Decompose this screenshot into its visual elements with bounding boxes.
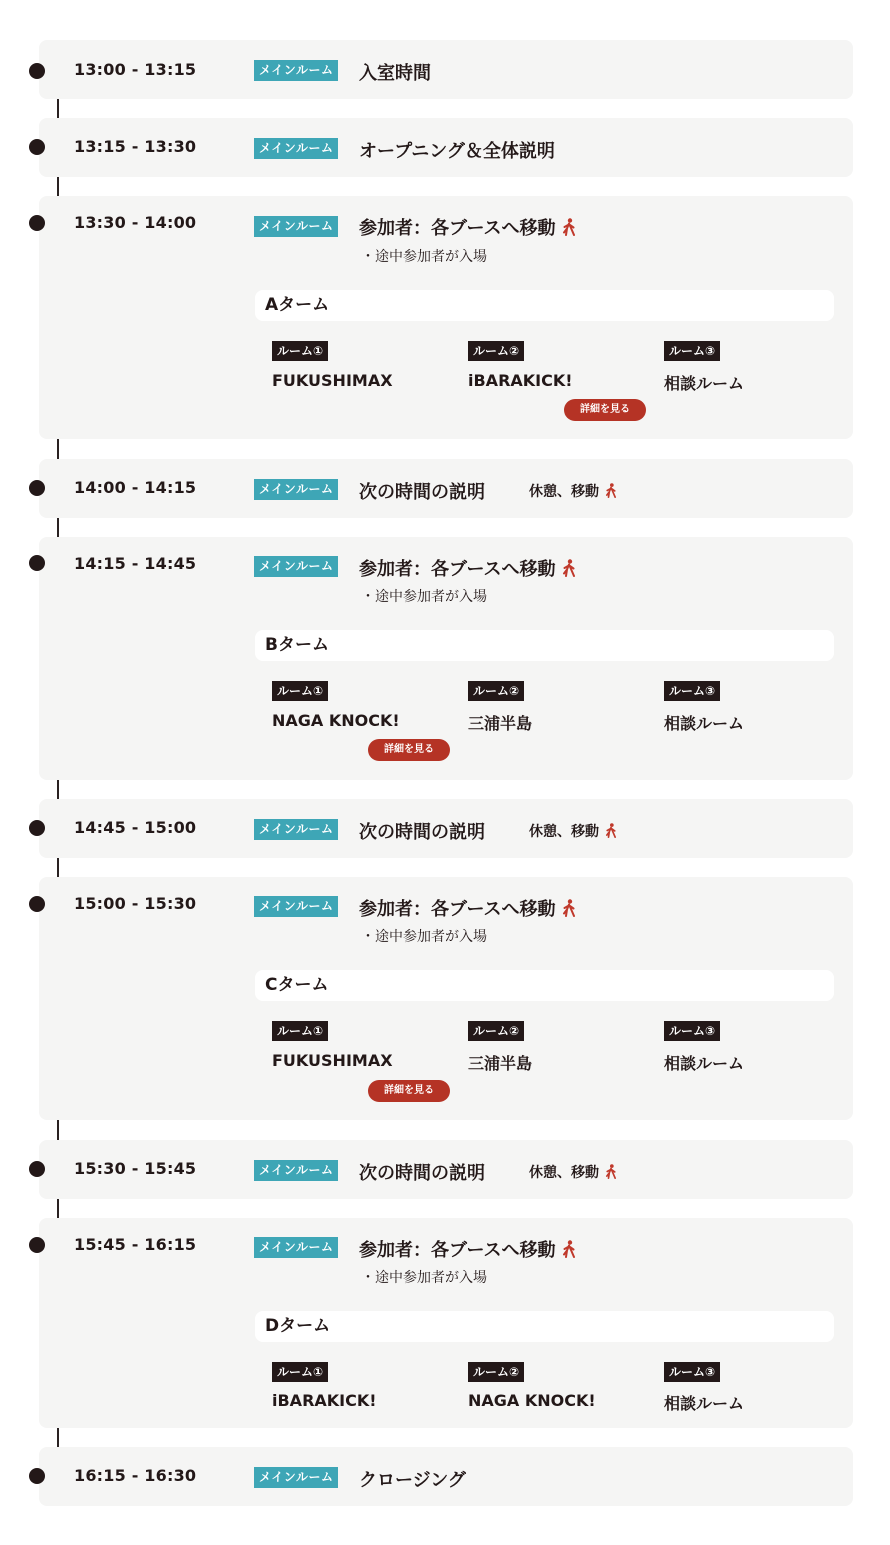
schedule-block — [39, 537, 853, 780]
break-note-text: 休憩、移動 — [529, 1165, 599, 1181]
main-room-tag: メインルーム — [254, 819, 338, 840]
walking-person-icon — [605, 483, 617, 498]
timeline-dot — [29, 1237, 45, 1253]
time-range: 15:00 - 15:30 — [74, 894, 197, 913]
session-title: 入室時間 — [359, 63, 431, 84]
schedule-block — [39, 799, 853, 858]
timeline-dot — [29, 555, 45, 571]
room-label-3: ルーム③ — [664, 681, 720, 701]
schedule-block — [39, 459, 853, 518]
main-room-tag: メインルーム — [254, 138, 338, 159]
session-title: 次の時間の説明 — [359, 822, 485, 843]
session-title-text: 参加者：各ブースへ移動 — [359, 899, 556, 920]
time-range: 15:30 - 15:45 — [74, 1159, 197, 1178]
room-label-2: ルーム② — [468, 1021, 524, 1041]
room-label-1: ルーム① — [272, 1021, 328, 1041]
detail-button[interactable]: 詳細を見る — [368, 1080, 450, 1102]
walking-person-icon — [562, 559, 576, 577]
room-label-1: ルーム① — [272, 341, 328, 361]
room-name-3: 相談ルーム — [664, 1394, 745, 1413]
break-note-text: 休憩、移動 — [529, 484, 599, 500]
room-name-2: iBARAKICK! — [468, 371, 573, 390]
timeline-dot — [29, 1161, 45, 1177]
detail-button[interactable]: 詳細を見る — [368, 739, 450, 761]
schedule-block — [39, 877, 853, 1120]
term-header: Aターム — [255, 290, 834, 321]
room-label-1: ルーム① — [272, 1362, 328, 1382]
session-title — [359, 214, 576, 240]
session-title — [359, 1236, 576, 1262]
walking-person-icon — [562, 1240, 576, 1258]
schedule-block — [39, 1447, 853, 1506]
schedule-block — [39, 1218, 853, 1428]
break-note — [529, 1162, 617, 1182]
room-label-2: ルーム② — [468, 1362, 524, 1382]
term-header: Dターム — [255, 1311, 834, 1342]
main-room-tag: メインルーム — [254, 1160, 338, 1181]
timeline-dot — [29, 215, 45, 231]
timeline-dot — [29, 1468, 45, 1484]
session-title-text: 参加者：各ブースへ移動 — [359, 1240, 556, 1261]
session-title: クロージング — [359, 1470, 466, 1491]
session-title: オープニング＆全体説明 — [359, 141, 555, 162]
session-note: ・途中参加者が入場 — [361, 1270, 487, 1286]
walking-person-icon — [605, 1164, 617, 1179]
room-label-3: ルーム③ — [664, 341, 720, 361]
session-title — [359, 895, 576, 921]
main-room-tag: メインルーム — [254, 60, 338, 81]
room-name-1: iBARAKICK! — [272, 1391, 377, 1410]
main-room-tag: メインルーム — [254, 1467, 338, 1488]
schedule-block — [39, 1140, 853, 1199]
walking-person-icon — [562, 899, 576, 917]
room-name-1: FUKUSHIMAX — [272, 371, 393, 390]
room-label-1: ルーム① — [272, 681, 328, 701]
session-note: ・途中参加者が入場 — [361, 589, 487, 605]
time-range: 14:15 - 14:45 — [74, 554, 197, 573]
timeline-dot — [29, 139, 45, 155]
session-title-text: 参加者：各ブースへ移動 — [359, 218, 556, 239]
time-range: 14:00 - 14:15 — [74, 478, 197, 497]
room-name-2: 三浦半島 — [468, 714, 533, 733]
session-note: ・途中参加者が入場 — [361, 249, 487, 265]
session-title: 次の時間の説明 — [359, 1163, 485, 1184]
time-range: 13:30 - 14:00 — [74, 213, 197, 232]
main-room-tag: メインルーム — [254, 556, 338, 577]
break-note — [529, 481, 617, 501]
schedule-block — [39, 196, 853, 439]
schedule-block — [39, 118, 853, 177]
room-label-3: ルーム③ — [664, 1021, 720, 1041]
timeline-dot — [29, 63, 45, 79]
room-name-2: 三浦半島 — [468, 1054, 533, 1073]
room-label-2: ルーム② — [468, 681, 524, 701]
main-room-tag: メインルーム — [254, 479, 338, 500]
main-room-tag: メインルーム — [254, 1237, 338, 1258]
time-range: 16:15 - 16:30 — [74, 1466, 197, 1485]
session-note: ・途中参加者が入場 — [361, 929, 487, 945]
detail-button[interactable]: 詳細を見る — [564, 399, 646, 421]
walking-person-icon — [562, 218, 576, 236]
session-title-text: 参加者：各ブースへ移動 — [359, 559, 556, 580]
term-header: Bターム — [255, 630, 834, 661]
time-range: 14:45 - 15:00 — [74, 818, 197, 837]
time-range: 13:15 - 13:30 — [74, 137, 197, 156]
timeline-dot — [29, 820, 45, 836]
session-title — [359, 555, 576, 581]
room-name-1: FUKUSHIMAX — [272, 1051, 393, 1070]
room-label-3: ルーム③ — [664, 1362, 720, 1382]
time-range: 13:00 - 13:15 — [74, 60, 197, 79]
room-name-1: NAGA KNOCK! — [272, 711, 400, 730]
break-note-text: 休憩、移動 — [529, 824, 599, 840]
room-label-2: ルーム② — [468, 341, 524, 361]
term-header: Cターム — [255, 970, 834, 1001]
room-name-3: 相談ルーム — [664, 1054, 745, 1073]
schedule-block — [39, 40, 853, 99]
room-name-3: 相談ルーム — [664, 374, 745, 393]
break-note — [529, 821, 617, 841]
room-name-2: NAGA KNOCK! — [468, 1391, 596, 1410]
timeline-dot — [29, 896, 45, 912]
room-name-3: 相談ルーム — [664, 714, 745, 733]
walking-person-icon — [605, 823, 617, 838]
time-range: 15:45 - 16:15 — [74, 1235, 197, 1254]
timeline-dot — [29, 480, 45, 496]
main-room-tag: メインルーム — [254, 896, 338, 917]
session-title: 次の時間の説明 — [359, 482, 485, 503]
main-room-tag: メインルーム — [254, 216, 338, 237]
